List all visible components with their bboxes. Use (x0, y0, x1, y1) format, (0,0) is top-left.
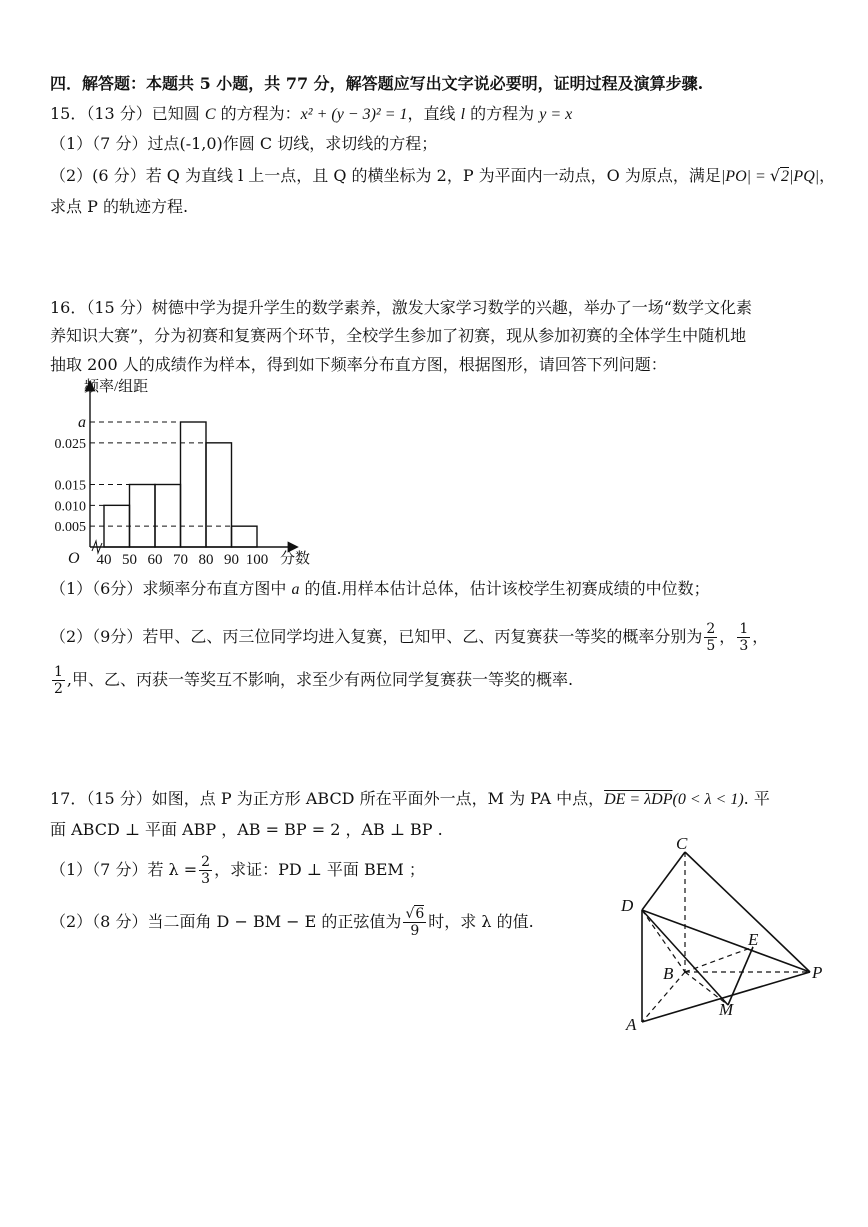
q17-line1 (50, 788, 770, 811)
label-E: E (748, 930, 759, 949)
histogram-bar (232, 526, 258, 547)
q17-part1-post: ，求证：PD ⊥ 平面 BEM ； (214, 860, 425, 879)
x-tick-label: 70 (173, 552, 188, 568)
q16-line3: 抽取 200 人的成绩作为样本，得到如下频率分布直方图，根据图形，请回答下列问题： (50, 355, 667, 374)
q17-part2-post: 时，求 λ 的值. (428, 912, 534, 931)
q17-part2-pre: （2）（8 分）当二面角 D − BM − E 的正弦值为 (50, 912, 402, 931)
q15-part2: （2）(6 分）若 Q 为直线 l 上一点，且 Q 的横坐标为 2，P 为平面内一动点，O 为原点，满足|PO| = √2|PQ|， (50, 166, 836, 185)
y-tick-label: 0.015 (54, 478, 86, 494)
q17-line1-post: . 平 (743, 789, 770, 808)
q16-sep2: ， (752, 627, 769, 646)
q15-line-name: l (460, 106, 466, 123)
x-axis-label: 分数 (280, 551, 311, 567)
label-P: P (812, 963, 823, 982)
histogram-bar (104, 505, 130, 547)
pyramid-figure (615, 835, 830, 1035)
y-tick-label: a (78, 414, 86, 431)
label-D: D (621, 896, 634, 915)
q17-part1-pre: （1）（7 分）若 λ = (50, 860, 198, 879)
fraction-1-3: $\frac{1}{3}$ (739, 621, 749, 654)
q15-cond-root: 2 (781, 168, 790, 185)
histogram-bar (206, 443, 232, 547)
x-tick-label: 100 (245, 552, 269, 568)
x-tick-label: 40 (96, 552, 112, 568)
q15-intro-mid3: 的方程为 (465, 104, 540, 123)
x-tick-label: 50 (122, 552, 137, 568)
q15-cond-left: |PO| = (720, 168, 770, 185)
q15-intro-pre: 15．（13 分）已知圆 (50, 104, 205, 123)
histogram-bar (155, 485, 181, 548)
section-header: 四．解答题：本题共 5 小题，共 77 分，解答题应写出文字说必要明，证明过程及演算步骤. (50, 74, 704, 93)
q16-sep1: ， (719, 627, 736, 646)
y-tick-label: 0.005 (54, 520, 86, 536)
q17-part1 (50, 850, 425, 890)
y-tick-label: 0.010 (54, 499, 86, 515)
q15-part1: （1）（7 分）过点(-1,0)作圆 C 切线，求切线的方程； (50, 134, 438, 153)
fraction-root6-9: $\frac{√6}{9}$ (405, 906, 425, 939)
x-tick-labels (97, 552, 269, 568)
q16-part2-line2-text: ,甲、乙、丙获一等奖互不影响，求至少有两位同学复赛获一等奖的概率. (66, 670, 574, 689)
fraction-2-5: $\frac{2}{5}$ (706, 621, 716, 654)
x-tick-label: 80 (198, 552, 214, 568)
x-tick-label: 60 (147, 552, 163, 568)
q17-range: (0 < λ < 1) (672, 791, 744, 808)
q16-part2-pre: （2）（9分）若甲、乙、丙三位同学均进入复赛，已知甲、乙、丙复赛获一等奖的概率分别为 (50, 627, 703, 646)
q16-part1-post: 的值.用样本估计总体，估计该校学生初赛成绩的中位数； (299, 579, 710, 598)
histogram-bar (130, 485, 156, 548)
histogram-dash-lines (90, 422, 232, 526)
q15-part2-pre: （2）(6 分）若 Q 为直线 l 上一点，且 Q 的横坐标为 2，P 为平面内一动点，O 为原点，满足 (50, 166, 721, 185)
y-axis-label: 频率/组距 (84, 379, 149, 395)
q15-circle-eq: x² + (y − 3)² = 1 (300, 106, 408, 123)
q15-intro-mid2: ，直线 (407, 104, 461, 123)
fraction-2-3: $\frac{2}{3}$ (201, 854, 211, 887)
q15-intro (50, 103, 572, 126)
fraction-1-2: $\frac{1}{2}$ (54, 664, 63, 697)
q16-part1-var: a (291, 581, 300, 598)
label-A: A (626, 1015, 637, 1034)
q15-line-eq: y = x (539, 106, 573, 123)
q15-intro-mid: 的方程为： (215, 104, 301, 123)
q17-line2: 面 ABCD ⊥ 平面 ABP ，AB = BP = 2 ，AB ⊥ BP . (50, 820, 443, 839)
q15-part2-line2: 求点 P 的轨迹方程. (50, 197, 189, 216)
q17-vector-eq: DE = λDP (604, 791, 673, 808)
q16-part2 (50, 617, 768, 657)
q16-part1-pre: （1）（6分）求频率分布直方图中 (50, 579, 292, 598)
q17-line1-pre: 17．（15 分）如图，点 P 为正方形 ABCD 所在平面外一点，M 为 PA 中点， (50, 789, 605, 808)
x-tick-label: 90 (224, 552, 239, 568)
histogram-bar (181, 422, 207, 547)
q16-line1: 16．（15 分）树德中学为提升学生的数学素养，激发大家学习数学的兴趣，举办了一场“数学文化素 (50, 298, 752, 317)
q15-part2-post: ， (819, 166, 836, 185)
label-B: B (663, 964, 674, 983)
q16-line2: 养知识大赛”，分为初赛和复赛两个环节，全校学生参加了初赛，现从参加初赛的全体学生中随机地 (50, 326, 747, 345)
q15-cond-right: |PQ| (789, 168, 820, 185)
q15-circle-name: C (204, 106, 216, 123)
q16-part1 (50, 578, 710, 601)
frequency-histogram (40, 375, 340, 575)
q16-part2-line2 (50, 660, 573, 700)
y-tick-label: 0.025 (54, 436, 86, 452)
origin-label: O (68, 550, 80, 567)
y-tick-labels (55, 414, 87, 535)
label-C: C (676, 835, 688, 853)
label-M: M (719, 1000, 734, 1019)
q17-part2 (50, 902, 534, 942)
